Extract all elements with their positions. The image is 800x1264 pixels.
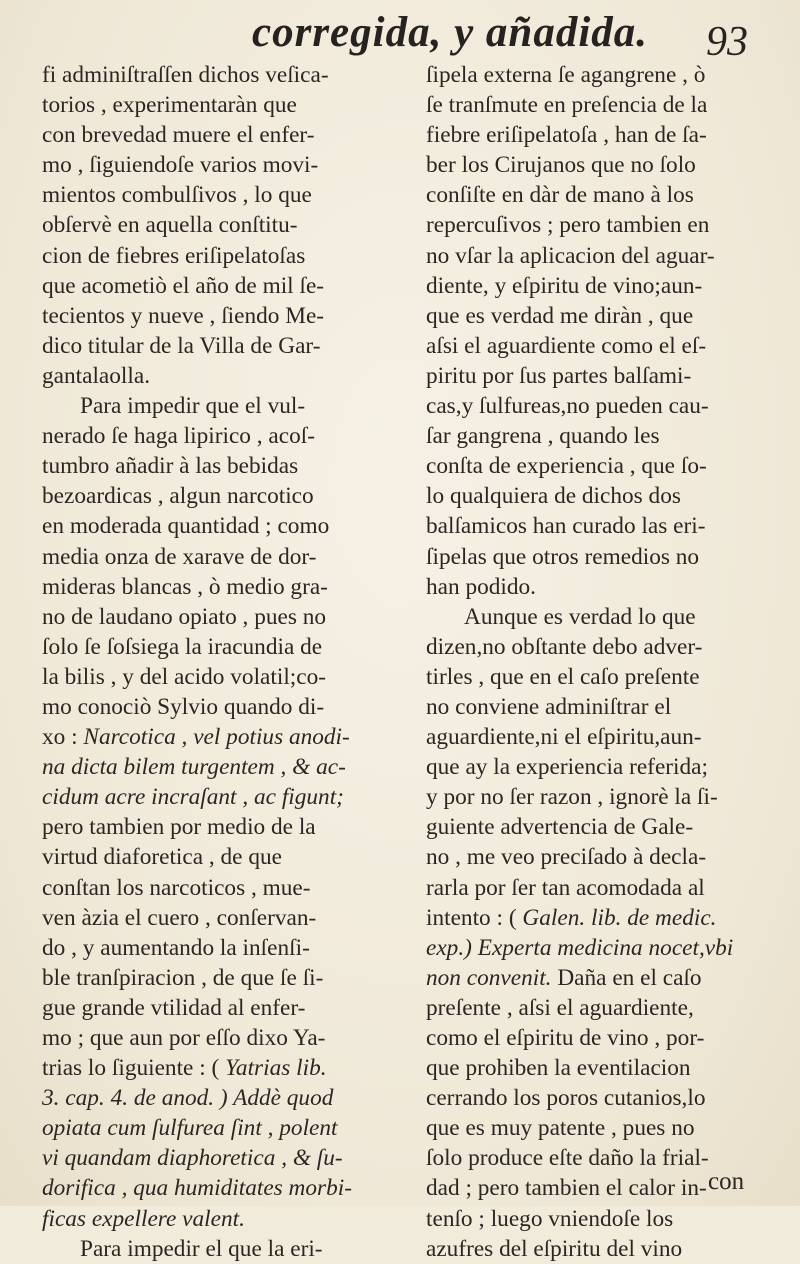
- line-text: Para impedir que el vul-: [80, 393, 306, 420]
- line-text: ſipela externa ſe agangrene , ò: [426, 62, 706, 88]
- line-text: guiente advertencia de Gale-: [426, 814, 694, 841]
- line-text: que es verdad me diràn , que: [426, 302, 694, 329]
- page-number: 93: [706, 19, 748, 65]
- text-line: [42, 511, 378, 541]
- line-italic-text: dorifica , qua humiditates morbi-: [42, 1175, 352, 1202]
- text-line: [426, 331, 770, 361]
- line-text: fiebre eriſipelatoſa , han de ſa-: [426, 122, 707, 149]
- line-text: obſervè en aquella conſtitu-: [42, 212, 298, 239]
- line-text: y por no ſer razon , ignorè la ſi-: [426, 784, 718, 811]
- text-line: [426, 511, 770, 541]
- line-text: conſtan los narcoticos , mue-: [42, 874, 311, 901]
- text-line: [426, 632, 770, 662]
- line-italic-text: exp.) Experta medicina nocet,vbi: [426, 934, 734, 961]
- line-text: intento : (: [426, 904, 523, 931]
- text-line: [42, 210, 378, 240]
- text-line: [426, 1023, 770, 1053]
- text-line: [42, 391, 378, 421]
- text-line: [42, 752, 378, 782]
- line-text: mideras blancas , ò medio gra-: [42, 573, 328, 600]
- text-line: [426, 782, 770, 812]
- running-head: corregida, y añadida.: [252, 9, 649, 56]
- text-line: [42, 120, 378, 150]
- line-text: cion de fiebres eriſipelatoſas: [42, 242, 306, 269]
- line-text: ſipelas que otros remedios no: [426, 543, 700, 570]
- line-text: que acometiò el año de mil ſe-: [42, 272, 325, 299]
- line-text: no de laudano opiato , pues no: [42, 603, 327, 630]
- line-text: conſta de experiencia , que ſo-: [426, 453, 707, 480]
- line-text: cas,y ſulfureas,no pueden cau-: [426, 393, 709, 420]
- text-line: [426, 421, 770, 451]
- line-text: Daña en el caſo: [551, 964, 702, 991]
- line-text: gue grande vtilidad al enfer-: [42, 994, 306, 1021]
- left-text-column: [42, 60, 378, 1264]
- line-italic-text: na dicta bilem turgentem , & ac-: [42, 754, 346, 781]
- text-line: [42, 812, 378, 842]
- line-text: como el eſpiritu de vino , por-: [426, 1025, 705, 1051]
- line-text: tirles , que en el caſo preſente: [426, 663, 700, 690]
- text-line: [42, 1053, 378, 1083]
- text-line: [426, 1053, 770, 1083]
- text-line: [426, 361, 770, 391]
- text-line: [42, 903, 378, 933]
- line-text: aguardiente,ni el eſpiritu,aun-: [426, 724, 702, 751]
- text-line: [426, 391, 770, 421]
- text-line: [42, 782, 378, 812]
- line-text: dico titular de la Villa de Gar-: [42, 332, 321, 359]
- text-line: [42, 542, 378, 572]
- line-text: cerrando los poros cutanios,lo: [426, 1085, 706, 1112]
- line-italic-text: cidum acre incraſant , ac figunt;: [42, 784, 344, 811]
- line-text: fi adminiſtraſſen dichos veſica-: [42, 62, 329, 88]
- line-text: ven àzia el cuero , conſervan-: [42, 904, 317, 931]
- text-line: [426, 1204, 770, 1234]
- line-text: preſente , aſsi el aguardiente,: [426, 994, 694, 1021]
- text-line: [426, 933, 770, 963]
- text-line: [426, 1083, 770, 1113]
- text-line: [426, 241, 770, 271]
- text-line: [426, 1113, 770, 1143]
- line-italic-text: 3. cap. 4. de anod. ) Addè quod: [42, 1085, 334, 1112]
- line-text: tumbro añadir à las bebidas: [42, 453, 299, 480]
- text-line: [426, 903, 770, 933]
- text-line: [42, 933, 378, 963]
- text-line: [42, 873, 378, 903]
- line-text: han podido.: [426, 573, 537, 600]
- text-line: [426, 120, 770, 150]
- text-line: [42, 1023, 378, 1053]
- text-line: [42, 361, 378, 391]
- line-text: ſolo ſe ſoſsiega la iracundia de: [42, 633, 323, 660]
- line-text: ſar gangrena , quando les: [426, 423, 660, 450]
- right-text-column: [426, 60, 770, 1264]
- line-text: pero tambien por medio de la: [42, 814, 316, 841]
- text-line: [426, 210, 770, 240]
- text-line: [426, 90, 770, 120]
- text-line: [42, 1234, 378, 1264]
- text-line: [426, 873, 770, 903]
- line-text: con brevedad muere el enfer-: [42, 122, 315, 149]
- text-line: [42, 963, 378, 993]
- line-text: dad ; pero tambien el calor in-: [426, 1175, 707, 1202]
- text-line: [426, 60, 770, 90]
- line-text: que ay la experiencia referida;: [426, 754, 708, 781]
- line-text: mientos combulſivos , lo que: [42, 182, 312, 209]
- text-line: [42, 451, 378, 481]
- text-line: [426, 150, 770, 180]
- text-line: [42, 993, 378, 1023]
- line-text: gantalaolla.: [42, 362, 151, 389]
- catchword: con: [708, 1168, 745, 1195]
- line-italic-text: non convenit.: [426, 964, 552, 991]
- line-text: virtud diaforetica , de que: [42, 844, 282, 871]
- text-line: [426, 481, 770, 511]
- text-line: [42, 481, 378, 511]
- line-italic-text: Narcotica , vel potius anodi-: [83, 724, 350, 751]
- line-text: repercuſivos ; pero tambien en: [426, 212, 710, 239]
- text-line: [426, 812, 770, 842]
- text-line: [426, 963, 770, 993]
- line-text: que es muy patente , pues no: [426, 1115, 695, 1142]
- text-line: [42, 1143, 378, 1173]
- text-line: [426, 602, 770, 632]
- line-italic-text: Galen. lib. de medic.: [522, 904, 717, 931]
- line-text: no vſar la aplicacion del aguar-: [426, 242, 715, 269]
- text-line: [426, 752, 770, 782]
- line-italic-text: vi quandam diaphoretica , & ſu-: [42, 1145, 343, 1172]
- text-line: [426, 1234, 770, 1264]
- text-line: [42, 271, 378, 301]
- text-line: [42, 632, 378, 662]
- line-text: nerado ſe haga lipirico , acoſ-: [42, 423, 315, 450]
- line-text: piritu por ſus partes balſami-: [426, 362, 692, 389]
- line-text: ſolo produce eſte daño la frial-: [426, 1145, 709, 1172]
- line-text: conſiſte en dàr de mano à los: [426, 182, 694, 209]
- line-text: en moderada quantidad ; como: [42, 513, 330, 540]
- text-line: [42, 662, 378, 692]
- line-text: bezoardicas , algun narcotico: [42, 483, 314, 510]
- text-line: [426, 662, 770, 692]
- text-line: [42, 692, 378, 722]
- line-text: la bilis , y del acido volatil;co-: [42, 663, 327, 690]
- line-text: xo :: [42, 724, 84, 751]
- text-line: [426, 692, 770, 722]
- line-text: no , me veo preciſado à decla-: [426, 844, 707, 871]
- text-line: [42, 241, 378, 271]
- line-italic-text: opiata cum ſulfurea ſint , polent: [42, 1115, 338, 1142]
- text-line: [42, 150, 378, 180]
- line-text: tenſo ; luego vniendoſe los: [426, 1205, 674, 1232]
- text-line: [42, 572, 378, 602]
- text-line: [426, 993, 770, 1023]
- line-text: ſe tranſmute en preſencia de la: [426, 92, 708, 119]
- line-text: azufres del eſpiritu del vino: [426, 1235, 683, 1262]
- text-line: [426, 572, 770, 602]
- text-line: [42, 1113, 378, 1143]
- line-text: que prohiben la eventilacion: [426, 1055, 691, 1082]
- line-text: Aunque es verdad lo que: [464, 603, 696, 630]
- text-line: [426, 451, 770, 481]
- text-line: [42, 301, 378, 331]
- line-text: Para impedir el que la eri-: [80, 1235, 323, 1262]
- line-text: tecientos y nueve , ſiendo Me-: [42, 302, 325, 329]
- text-line: [42, 1173, 378, 1203]
- text-line: [42, 180, 378, 210]
- line-text: no conviene adminiſtrar el: [426, 693, 672, 720]
- line-text: aſsi el aguardiente como el eſ-: [426, 332, 707, 359]
- text-line: [42, 602, 378, 632]
- text-line: [42, 60, 378, 90]
- text-line: [42, 1083, 378, 1113]
- text-line: [42, 421, 378, 451]
- line-italic-text: Yatrias lib.: [225, 1055, 327, 1082]
- line-text: balſamicos han curado las eri-: [426, 513, 706, 540]
- text-line: [42, 842, 378, 872]
- line-text: diente, y eſpiritu de vino;aun-: [426, 272, 703, 299]
- line-text: ber los Cirujanos que no ſolo: [426, 152, 696, 179]
- line-text: torios , experimentaràn que: [42, 92, 297, 119]
- text-line: [426, 301, 770, 331]
- line-text: media onza de xarave de dor-: [42, 543, 317, 570]
- line-text: mo , ſiguiendoſe varios movi-: [42, 152, 319, 179]
- line-text: mo conociò Sylvio quando di-: [42, 693, 325, 720]
- text-line: [42, 722, 378, 752]
- text-line: [42, 90, 378, 120]
- line-text: dizen,no obſtante debo adver-: [426, 633, 703, 660]
- text-line: [42, 331, 378, 361]
- text-line: [426, 180, 770, 210]
- line-text: trias lo ſiguiente : (: [42, 1055, 226, 1082]
- line-text: ble tranſpiracion , de que ſe ſi-: [42, 964, 324, 991]
- line-text: mo ; que aun por eſſo dixo Ya-: [42, 1025, 326, 1051]
- line-italic-text: ficas expellere valent.: [42, 1205, 245, 1232]
- text-line: [42, 1204, 378, 1234]
- line-text: rarla por ſer tan acomodada al: [426, 874, 705, 901]
- text-line: [426, 271, 770, 301]
- text-line: [426, 722, 770, 752]
- text-line: [426, 842, 770, 872]
- line-text: lo qualquiera de dichos dos: [426, 483, 681, 510]
- line-text: do , y aumentando la inſenſi-: [42, 934, 310, 961]
- text-line: [426, 542, 770, 572]
